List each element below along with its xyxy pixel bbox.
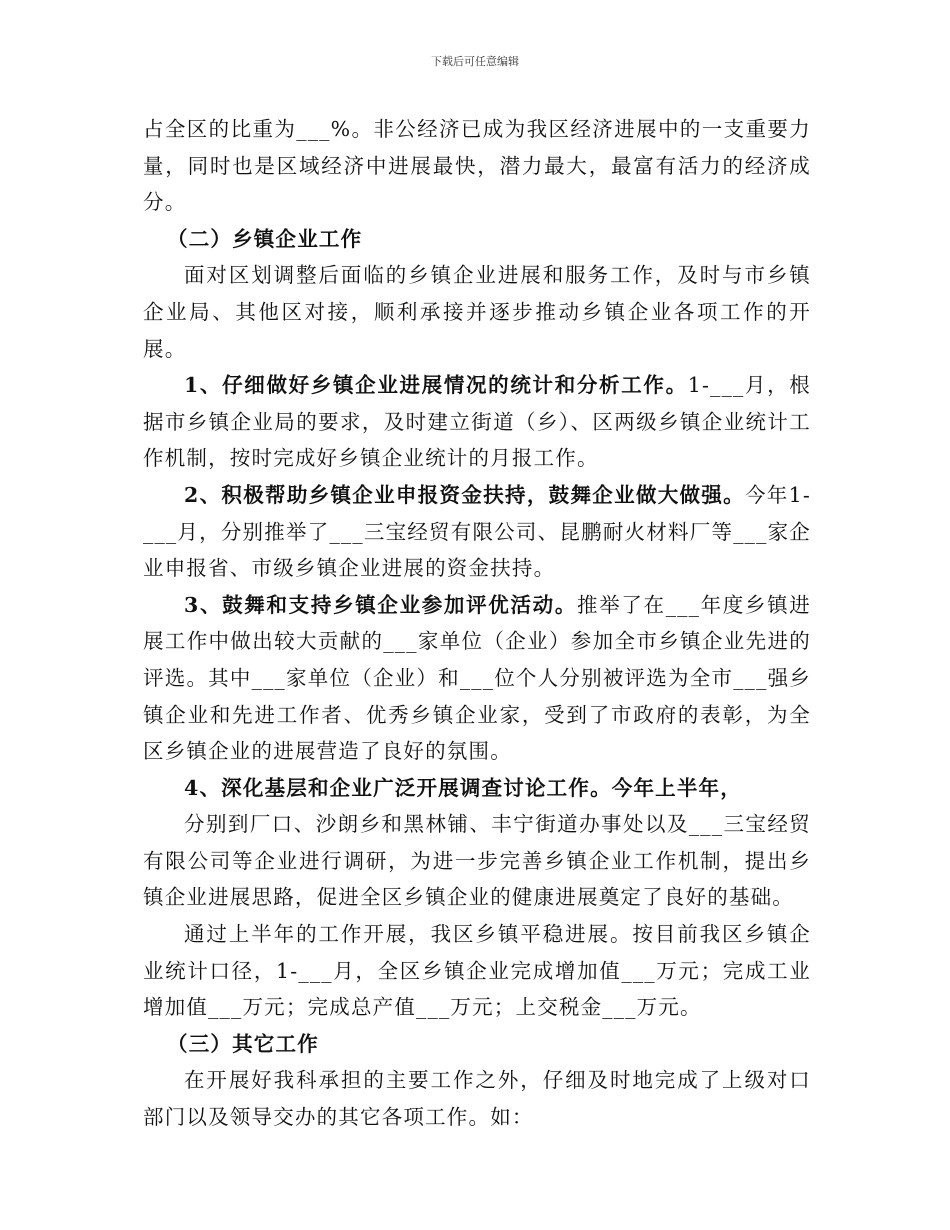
item-heading: 1、仔细做好乡镇企业进展情况的统计和分析工作。 [184, 373, 688, 398]
list-item-statistics [143, 367, 811, 477]
paragraph-township-overview: 面对区划调整后面临的乡镇企业进展和服务工作，及时与市乡镇企业局、其他区对接，顺利承接并逐步推动乡镇企业各项工作的开展。 [143, 263, 811, 361]
list-item-research-heading: 4、深化基层和企业广泛开展调查讨论工作。今年上半年， [184, 775, 742, 800]
page-header: 下载后可任意编辑 [431, 55, 519, 68]
section-title-other-work: （三）其它工作 [167, 1031, 319, 1056]
paragraph-summary: 通过上半年的工作开展，我区乡镇平稳进展。按目前我区乡镇企业统计口径，1-___月，全区乡镇企业完成增加值___万元；完成工业增加值___万元；完成总产值___万元；上交税金___万元。 [143, 922, 811, 1020]
item-body: 今年1-___月，分别推举了___三宝经贸有限公司、昆鹏耐火材料厂等___家企业申报省、市级乡镇企业进展的资金扶持。 [143, 482, 811, 581]
paragraph-intro: 占全区的比重为___%。非公经济已成为我区经济进展中的一支重要力量，同时也是区域经济中进展最快，潜力最大，最富有活力的经济成分。 [143, 117, 811, 215]
list-item-funding [143, 477, 811, 587]
paragraph-other-work: 在开展好我科承担的主要工作之外，仔细及时地完成了上级对口部门以及领导交办的其它各项工作。如： [143, 1068, 811, 1130]
list-item-evaluation [143, 587, 811, 770]
item-body: 推举了在___年度乡镇进展工作中做出较大贡献的___家单位（企业）参加全市乡镇企业先进的评选。其中___家单位（企业）和___位个人分别被评选为全市___强乡镇企业和先进工作者、优秀乡镇企业家，受到了市政府的表彰，为全区乡镇企业的进展营造了良好的氛围。 [143, 592, 811, 764]
section-title-township-enterprise: （二）乡镇企业工作 [167, 226, 363, 251]
item-heading: 3、鼓舞和支持乡镇企业参加评优活动。 [184, 592, 578, 617]
item-body: 1-___月，根据市乡镇企业局的要求，及时建立街道（乡）、区两级乡镇企业统计工作机制，按时完成好乡镇企业统计的月报工作。 [143, 373, 811, 471]
item-heading: 2、积极帮助乡镇企业申报资金扶持，鼓舞企业做大做强。 [184, 482, 745, 507]
paragraph-research: 分别到厂口、沙朗乡和黑林铺、丰宁街道办事处以及___三宝经贸有限公司等企业进行调研，为进一步完善乡镇企业工作机制，提出乡镇企业进展思路，促进全区乡镇企业的健康进展奠定了良好的基础。 [143, 812, 811, 910]
document-body [143, 111, 811, 1136]
